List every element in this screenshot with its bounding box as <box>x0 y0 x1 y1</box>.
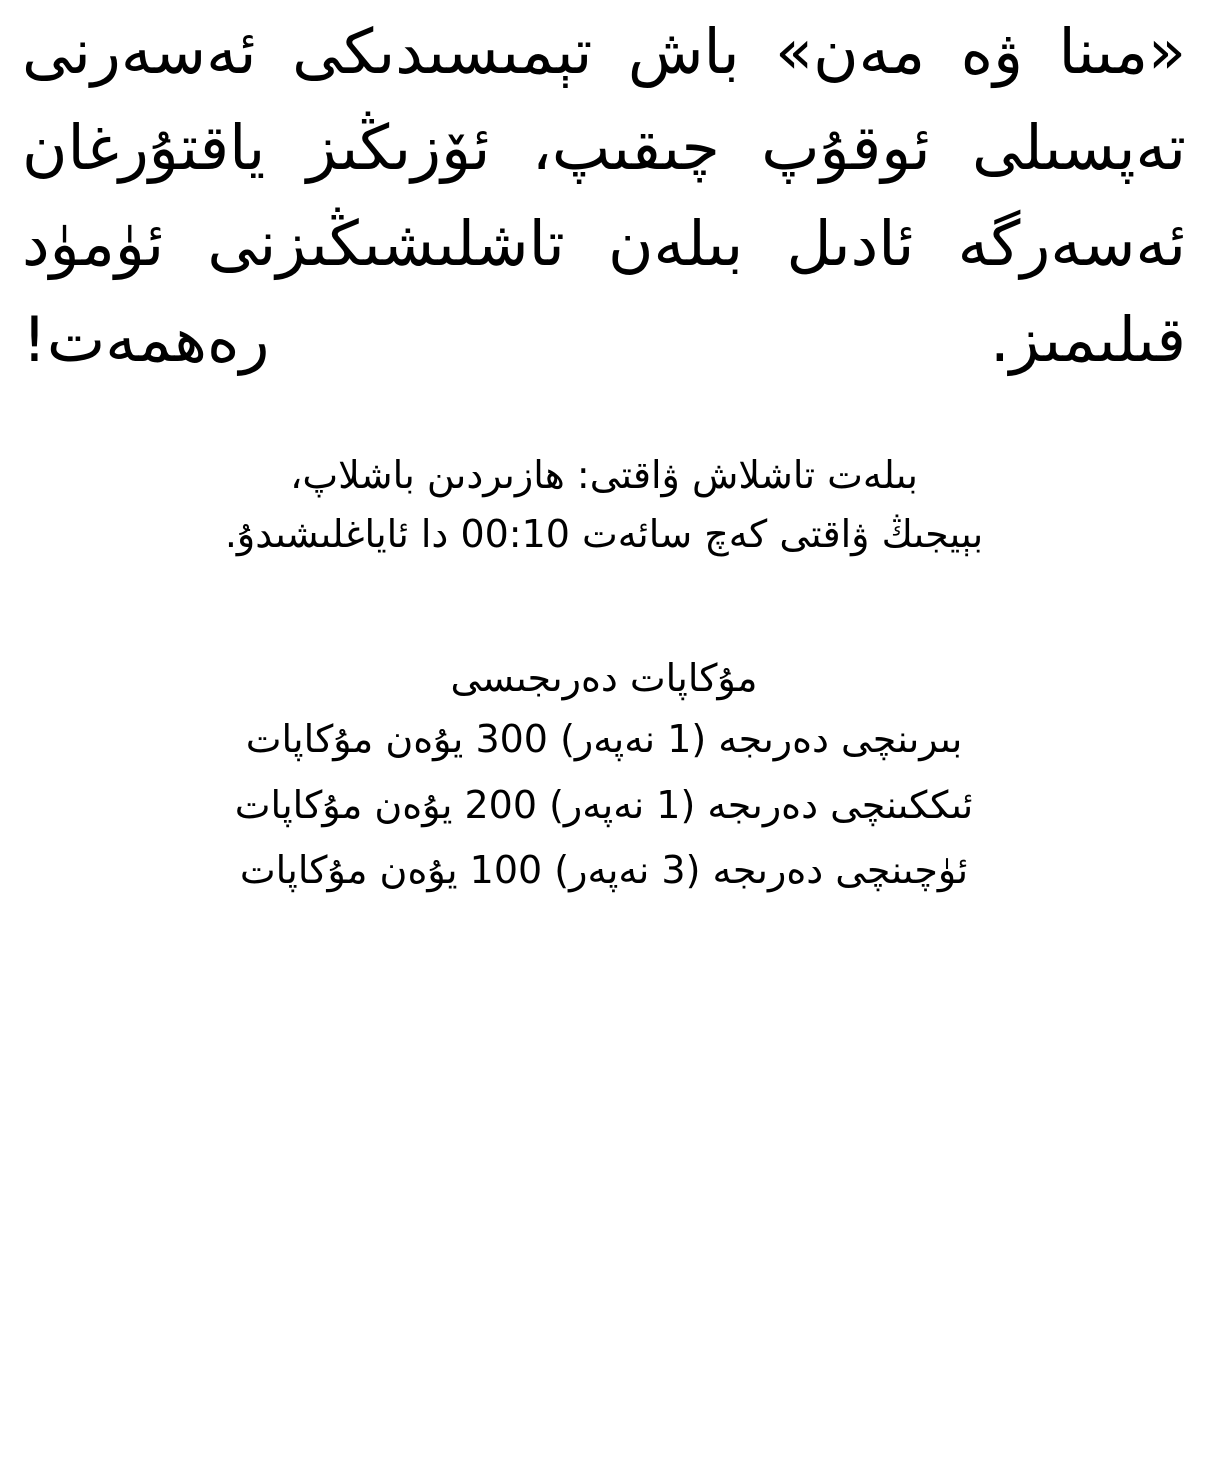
spacer <box>22 388 1186 446</box>
spacer <box>22 564 1186 650</box>
list-item: ئۈچىنچى دەرىجە (3 نەپەر) 100 يۇەن مۇكاپات <box>239 847 969 892</box>
voting-start-line: بىلەت تاشلاش ۋاقتى: ھازىردىن باشلاپ، <box>290 453 918 498</box>
list-item: بىرىنچى دەرىجە (1 نەپەر) 300 يۇەن مۇكاپات <box>245 717 963 762</box>
voting-end-line: بېيجىڭ ۋاقتى كەچ سائەت 00:10 دا ئاياغلىشىدۇ. <box>224 512 984 557</box>
list-item: ئىككىنچى دەرىجە (1 نەپەر) 200 يۇەن مۇكاپات <box>234 782 974 827</box>
reward-section-title: مۇكاپات دەرىجىسى <box>450 656 758 701</box>
headline-text: «مىنا ۋە مەن» باش تېمىسىدىكى ئەسەرنى تەپسىلى ئوقۇپ چىقىپ، ئۆزىڭىز ياقتۇرغان ئەسەرگە ئادىل بىلەن تاشلىشىڭىزنى ئۈمۈد قىلىمىز. رەھمەت! <box>22 15 1186 377</box>
reward-list <box>22 707 1186 903</box>
voting-time-block <box>22 446 1186 564</box>
